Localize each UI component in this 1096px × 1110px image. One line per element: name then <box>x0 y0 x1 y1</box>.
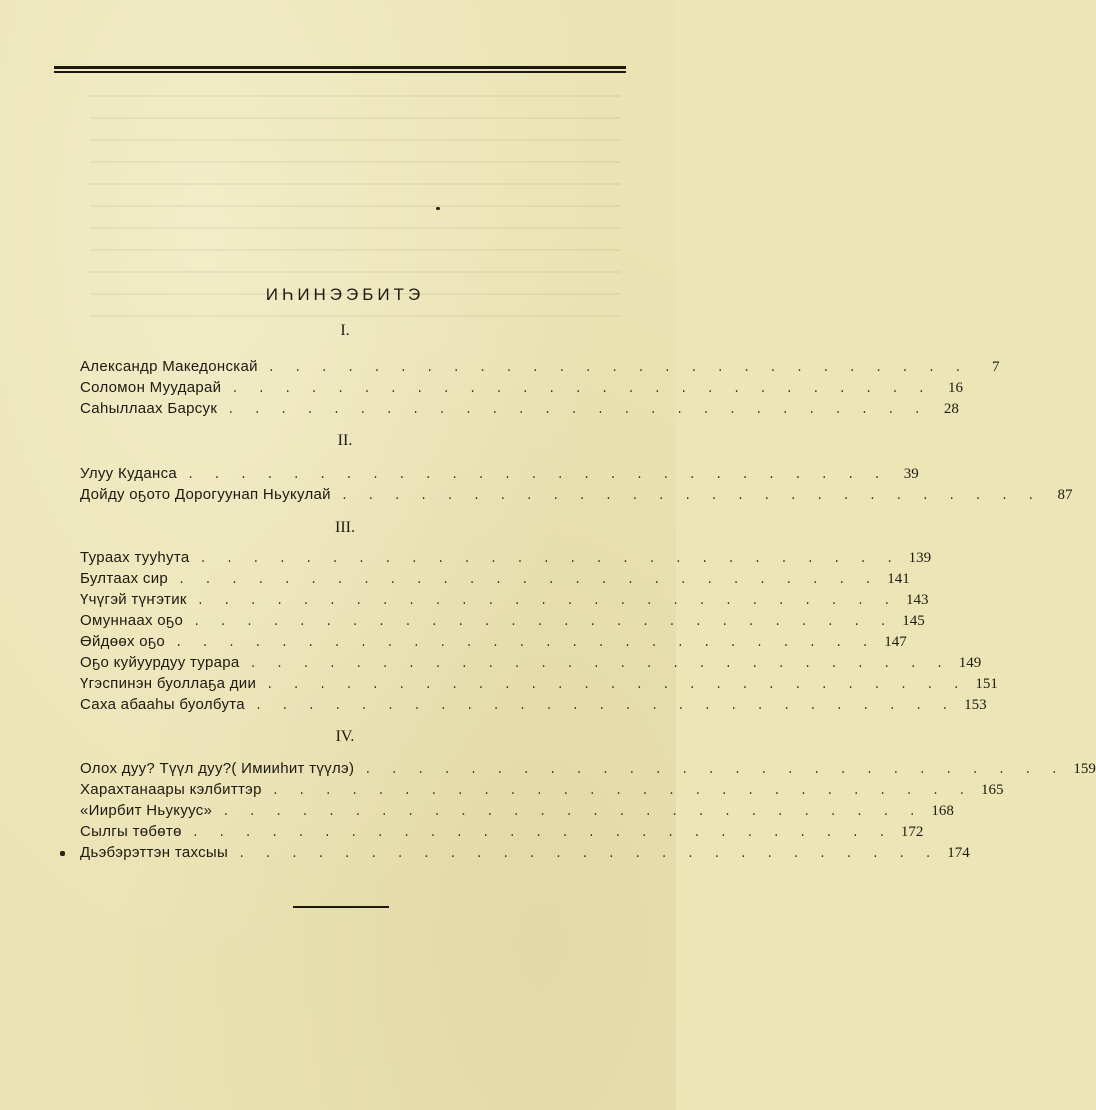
toc-entry-title: Тураах тууһута <box>80 549 190 566</box>
toc-entry-page: 149 <box>958 655 982 671</box>
toc-entry[interactable] <box>80 590 929 610</box>
dot-leader: . . . . . . . . . . . . . . . . . . . . . . . . . . . <box>238 847 938 861</box>
toc-entry-page: 159 <box>1073 761 1096 777</box>
toc-entry-title: Александр Македонскай <box>80 358 258 375</box>
dot-leader: . . . . . . . . . . . . . . . . . . . . . . . . . . . <box>178 573 878 587</box>
dot-leader: . . . . . . . . . . . . . . . . . . . . . . . . . . . <box>267 361 968 375</box>
toc-entry[interactable] <box>80 611 925 631</box>
toc-entry-title: Сылгы төбөтө <box>80 823 182 840</box>
toc-entry-title: Саһыллаах Барсук <box>80 400 218 417</box>
toc-entry-page: 174 <box>947 845 970 861</box>
dot-leader: . . . . . . . . . . . . . . . . . . . . . . . . . . . <box>364 763 1064 777</box>
toc-entry[interactable] <box>80 780 1004 800</box>
dot-leader: . . . . . . . . . . . . . . . . . . . . . . . . . . . <box>191 826 892 840</box>
section-header-2: II. <box>337 432 353 449</box>
toc-entry-page: 147 <box>884 634 907 650</box>
toc-entry-title: Дьэбэрэттэн тахсыы <box>80 844 229 861</box>
top-double-rule-lower <box>54 71 626 73</box>
dot-leader: . . . . . . . . . . . . . . . . . . . . . . . . . . . <box>249 657 950 671</box>
toc-entry-title: Өйдөөх оҕо <box>80 633 166 650</box>
toc-entry-page: 165 <box>980 782 1004 798</box>
toc-entry-page: 153 <box>964 697 987 713</box>
ink-speck <box>436 207 440 210</box>
toc-entry-title: Харахтанаары кэлбиттэр <box>80 781 262 798</box>
toc-entry[interactable] <box>80 801 954 821</box>
dot-leader: . . . . . . . . . . . . . . . . . . . . . . . . . . . <box>227 403 927 417</box>
toc-entry-page: 139 <box>908 550 932 566</box>
toc-entry-page: 16 <box>948 380 964 396</box>
toc-entry-title: «Иирбит Ньукуус» <box>80 802 213 819</box>
toc-entry-title: Бултаах сир <box>80 570 169 587</box>
dot-leader: . . . . . . . . . . . . . . . . . . . . . . . . . . . <box>199 552 900 566</box>
toc-entry-page: 39 <box>903 466 919 482</box>
dot-leader: . . . . . . . . . . . . . . . . . . . . . . . . . . . <box>222 805 922 819</box>
toc-entry-page: 7 <box>991 359 1000 375</box>
toc-entry[interactable] <box>80 357 1000 377</box>
section-header-4: IV. <box>335 728 355 745</box>
toc-entry-page: 145 <box>902 613 925 629</box>
dot-leader: . . . . . . . . . . . . . . . . . . . . . . . . . . . <box>271 784 972 798</box>
toc-entry[interactable] <box>80 548 932 568</box>
toc-entry-page: 87 <box>1057 487 1073 503</box>
toc-entry[interactable] <box>80 632 907 652</box>
toc-entry-page: 172 <box>900 824 924 840</box>
ink-speck <box>60 851 65 856</box>
toc-entry-page: 141 <box>887 571 910 587</box>
dot-leader: . . . . . . . . . . . . . . . . . . . . . . . . . . . <box>231 382 932 396</box>
toc-entry-title: Дойду оҕото Дорогуунап Ньукулай <box>80 486 331 503</box>
toc-entry[interactable] <box>80 674 998 694</box>
closing-rule <box>293 906 389 908</box>
toc-entry-title: Үгэспинэн буоллаҕа дии <box>80 675 257 692</box>
toc-entry[interactable] <box>80 399 959 419</box>
toc-entry[interactable] <box>80 822 924 842</box>
toc-entry-page: 168 <box>931 803 954 819</box>
toc-entry[interactable] <box>80 569 910 589</box>
dot-leader: . . . . . . . . . . . . . . . . . . . . . . . . . . . <box>187 468 887 482</box>
top-double-rule-upper <box>54 66 626 69</box>
dot-leader: . . . . . . . . . . . . . . . . . . . . . . . . . . . <box>340 489 1041 503</box>
section-header-1: I. <box>340 322 350 339</box>
dot-leader: . . . . . . . . . . . . . . . . . . . . . . . . . . . <box>266 678 966 692</box>
toc-entry[interactable] <box>80 759 1096 779</box>
dot-leader: . . . . . . . . . . . . . . . . . . . . . . . . . . . <box>193 615 893 629</box>
toc-entry-title: Саха абааһы буолбута <box>80 696 245 713</box>
toc-entry-title: Омуннаах оҕо <box>80 612 184 629</box>
dot-leader: . . . . . . . . . . . . . . . . . . . . . . . . . . . <box>254 699 955 713</box>
toc-entry-title: Олох дуу? Түүл дуу?( Имииһит түүлэ) <box>80 760 355 777</box>
toc-entry[interactable] <box>80 464 919 484</box>
toc-entry-page: 28 <box>943 401 959 417</box>
dot-leader: . . . . . . . . . . . . . . . . . . . . . . . . . . . <box>175 636 875 650</box>
toc-entry[interactable] <box>80 485 1073 505</box>
section-header-3: III. <box>335 519 355 536</box>
toc-entry[interactable] <box>80 653 982 673</box>
toc-entry-title: Улуу Куданса <box>80 465 178 482</box>
contents-title: ИҺИНЭЭБИТЭ <box>265 285 425 304</box>
toc-entry[interactable] <box>80 695 987 715</box>
toc-entry-title: Оҕо куйуурдуу турара <box>80 654 240 671</box>
toc-entry-title: Үчүгэй түҥэтик <box>80 591 187 608</box>
dot-leader: . . . . . . . . . . . . . . . . . . . . . . . . . . . <box>196 594 897 608</box>
toc-entry[interactable] <box>80 843 970 863</box>
toc-entry-page: 151 <box>975 676 998 692</box>
toc-entry[interactable] <box>80 378 964 398</box>
toc-entry-page: 143 <box>905 592 929 608</box>
toc-entry-title: Соломон Муударай <box>80 379 222 396</box>
